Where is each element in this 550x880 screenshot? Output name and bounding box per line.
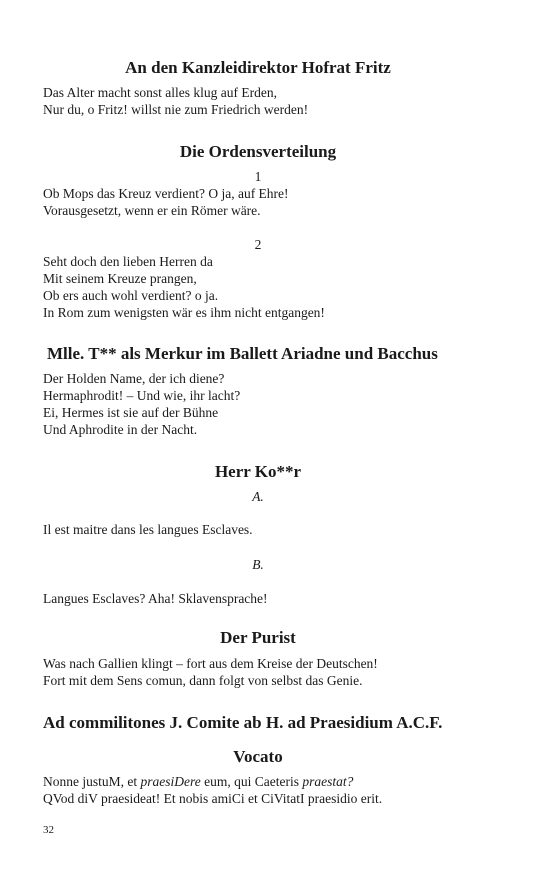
book-page (43, 0, 473, 880)
verse-line: Was nach Gallien klingt – fort aus dem Kreise der Deutschen! (43, 656, 378, 671)
verse-segment: Nonne justuM, et (43, 774, 141, 789)
verse-line: Ei, Hermes ist sie auf der Bühne (43, 405, 219, 420)
verse-line: Nur du, o Fritz! willst nie zum Friedrich werden! (43, 102, 309, 117)
verse-line: Fort mit dem Sens comun, dann folgt von selbst das Genie. (43, 673, 363, 688)
verse-line: Das Alter macht sonst alles klug auf Erden, (43, 85, 277, 100)
poem-title: Der Purist (220, 628, 296, 647)
verse-line: Hermaphrodit! – Und wie, ihr lacht? (43, 388, 241, 403)
verse-segment-italic: praesiDere (140, 774, 201, 789)
verse-segment: eum, qui Caeteris (200, 774, 303, 789)
poem-title: Ad commilitones J. Comite ab H. ad Praesidium A.C.F. (43, 713, 443, 732)
verse-line: Seht doch den lieben Herren da (43, 254, 213, 269)
verse-line: Der Holden Name, der ich diene? (43, 371, 225, 386)
verse-line: QVod diV praesideat! Et nobis amiCi et CiVitatI praesidio erit. (43, 791, 383, 806)
verse-line: Langues Esclaves? Aha! Sklavensprache! (43, 591, 268, 606)
verse-line: In Rom zum wenigsten wär es ihm nicht entgangen! (43, 305, 325, 320)
poem-subtitle: Vocato (233, 747, 283, 766)
verse-line: Ob Mops das Kreuz verdient? O ja, auf Ehre! (43, 186, 289, 201)
verse-line: Vorausgesetzt, wenn er ein Römer wäre. (43, 203, 261, 218)
poem-title: Herr Ko**r (214, 462, 302, 481)
page-number: 32 (43, 824, 54, 836)
verse-line (43, 773, 353, 790)
section-number: 1 (254, 169, 262, 184)
section-number: 2 (254, 237, 262, 252)
section-label: A. (252, 489, 264, 504)
verse-segment-italic: praestat? (302, 774, 354, 789)
verse-line: Und Aphrodite in der Nacht. (43, 422, 198, 437)
verse-line: Il est maitre dans les langues Esclaves. (43, 522, 253, 537)
verse-line: Mit seinem Kreuze prangen, (43, 271, 197, 286)
poem-title: Die Ordensverteilung (179, 142, 337, 161)
poem-title: Mlle. T** als Merkur im Ballett Ariadne und Bacchus (47, 344, 438, 363)
verse-line: Ob ers auch wohl verdient? o ja. (43, 288, 219, 303)
poem-title: An den Kanzleidirektor Hofrat Fritz (125, 58, 391, 77)
section-label: B. (252, 557, 264, 572)
